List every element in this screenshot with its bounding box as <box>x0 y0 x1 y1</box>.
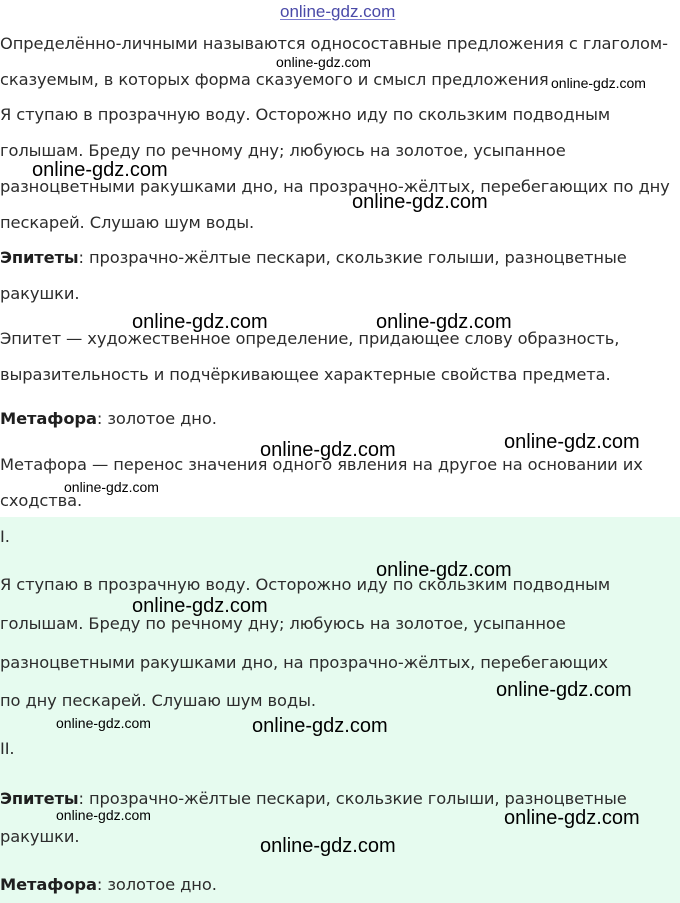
watermark: online-gdz.com <box>260 835 396 857</box>
epithet-definition-line-1: Эпитет — художественное определение, придающее слову образность, <box>0 329 620 348</box>
metaphor-label: Метафора <box>0 409 97 428</box>
answer-epithets-line <box>0 789 627 809</box>
watermark: online-gdz.com <box>64 479 159 495</box>
metaphor-line <box>0 409 217 429</box>
metaphor-definition-line-1: Метафора — перенос значения одного явления на другое на основании их <box>0 455 643 474</box>
watermark: online-gdz.com <box>56 715 151 731</box>
watermark: online-gdz.com <box>252 715 388 737</box>
watermark: online-gdz.com <box>376 559 512 581</box>
watermark: online-gdz.com <box>504 431 640 453</box>
answer-epithets-label: Эпитеты <box>0 789 79 808</box>
epithets-label: Эпитеты <box>0 248 79 267</box>
epithets-line-2: ракушки. <box>0 284 80 303</box>
watermark: online-gdz.com <box>504 807 640 829</box>
metaphor-definition-line-2: сходства. <box>0 491 83 510</box>
definition-line-2: сказуемым, в которых форма сказуемого и смысл предложения <box>0 70 549 89</box>
source-text-line-2: голышам. Бреду по речному дну; любуюсь на золотое, усыпанное <box>0 141 566 160</box>
site-link[interactable]: online-gdz.com <box>280 2 396 21</box>
watermark: online-gdz.com <box>260 439 396 461</box>
watermark: online-gdz.com <box>276 54 371 70</box>
answer-text-line-1: Я ступаю в прозрачную воду. Осторожно иду по скользким подводным <box>0 575 611 594</box>
source-text-line-3: разноцветными ракушками дно, на прозрачно-жёлтых, перебегающих по дну <box>0 177 670 196</box>
source-text-line-1: Я ступаю в прозрачную воду. Осторожно иду по скользким подводным <box>0 105 611 124</box>
roman-numeral-1: I. <box>0 527 10 546</box>
epithets-value: : прозрачно-жёлтые пескари, скользкие голыши, разноцветные <box>78 248 627 267</box>
watermark: online-gdz.com <box>32 159 168 181</box>
epithets-line <box>0 248 627 268</box>
roman-numeral-2: II. <box>0 739 15 758</box>
source-text-line-4: пескарей. Слушаю шум воды. <box>0 213 255 232</box>
answer-metaphor-value: : золотое дно. <box>96 875 217 894</box>
answer-metaphor-line <box>0 875 217 895</box>
epithet-definition-line-2: выразительность и подчёркивающее характерные свойства предмета. <box>0 365 611 384</box>
watermark: online-gdz.com <box>551 75 646 91</box>
answer-metaphor-label: Метафора <box>0 875 97 894</box>
watermark: online-gdz.com <box>56 807 151 823</box>
answer-epithets-line-2: ракушки. <box>0 827 80 846</box>
metaphor-value: : золотое дно. <box>96 409 217 428</box>
watermark: online-gdz.com <box>376 311 512 333</box>
answer-text-line-3: разноцветными ракушками дно, на прозрачно-жёлтых, перебегающих <box>0 653 608 672</box>
answer-text-line-2: голышам. Бреду по речному дну; любуюсь на золотое, усыпанное <box>0 614 566 633</box>
watermark: online-gdz.com <box>352 191 488 213</box>
watermark: online-gdz.com <box>132 311 268 333</box>
watermark: online-gdz.com <box>496 679 632 701</box>
watermark: online-gdz.com <box>132 595 268 617</box>
answer-text-line-4: по дну пескарей. Слушаю шум воды. <box>0 691 316 710</box>
definition-line-1: Определённо-личными называются односоставные предложения с глаголом- <box>0 34 668 53</box>
answer-epithets-value: : прозрачно-жёлтые пескари, скользкие голыши, разноцветные <box>78 789 627 808</box>
